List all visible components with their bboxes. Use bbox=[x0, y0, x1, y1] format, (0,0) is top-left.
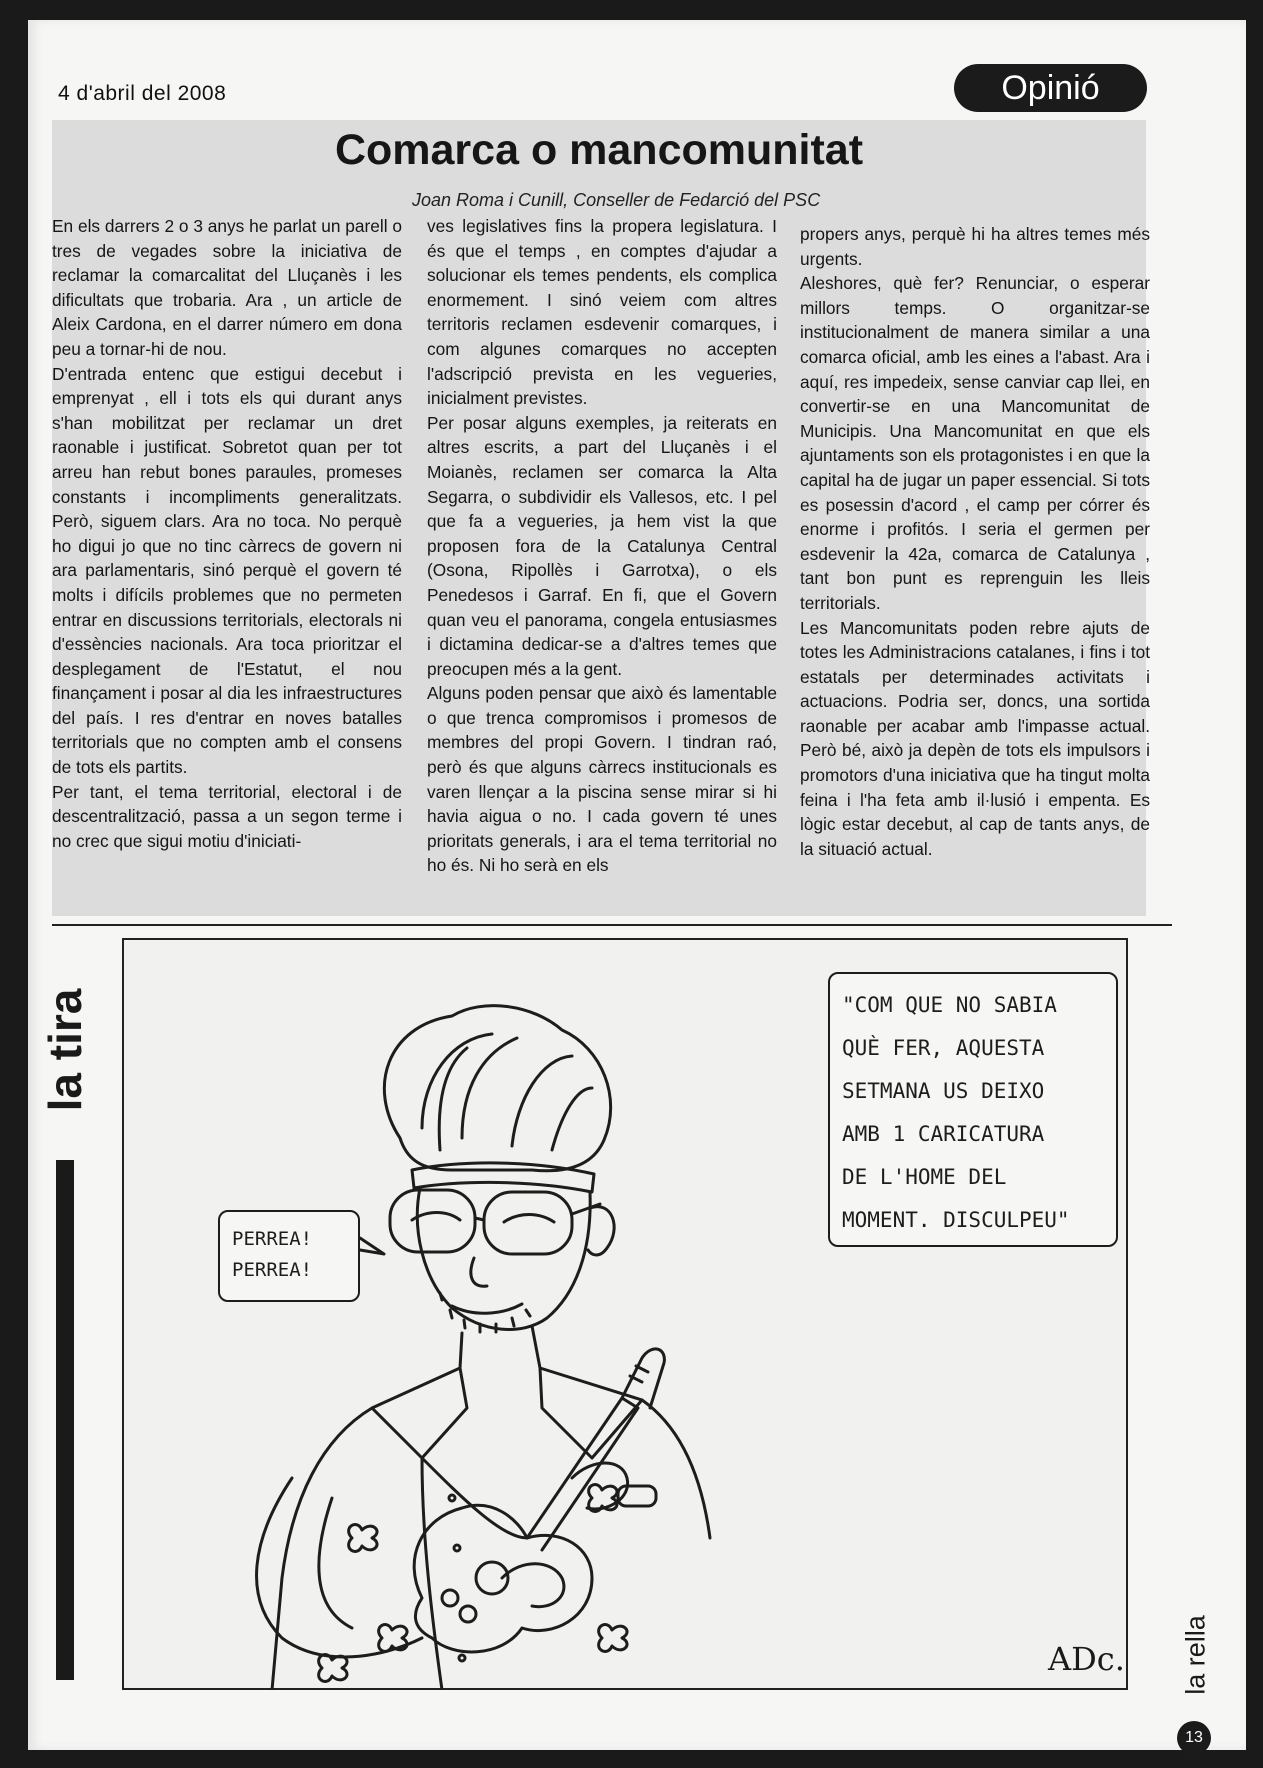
issue-date: 4 d'abril del 2008 bbox=[58, 82, 227, 105]
article-title: Comarca o mancomunitat bbox=[334, 126, 864, 174]
paragraph: Aleshores, què fer? Renunciar, o esperar millors temps. O organitzar-se institucionalment de manera similar a una comarca oficial, amb les eines a l'abast. Ara i aquí, res impedeix, sense canviar cap llei, en convertir-se en una Mancomunitat de Municipis. Una Mancomunitat en que els ajuntaments son els protagonistes i en que la capital ha de jugar un paper essencial. Si tots es posessin d'acord , el camp per córrer és enorme i profitós. I seria el germen per esdevenir la 42a, comarca de Catalunya , tant bon punt es reprenguin les lleis territorials. bbox=[800, 273, 1150, 613]
paragraph: Per posar alguns exemples, ja reiterats en altres escrits, a part del Lluçanès i el Moianès, reclamen ser comarca la Alta Segarra, o subdividir els Vallesos, etc. I pel que fa a vegueries, ja hem vist la que proposen fora de la Catalunya Central (Osona, Ripollès i Garrotxa), o els Penedesos i Garraf. En fi, que el Govern quan veu el panorama, congela entusiasmes i dictamina dedicar-se a d'altres temes que preocupen més a la gent. bbox=[427, 412, 777, 679]
paragraph: Alguns poden pensar que això és lamentable o que trenca compromisos i promesos de membres del propi Govern. I tindran raó, però és que alguns càrrecs institucionals es varen llençar a la piscina sense mirar si hi havia aigua o no. I cada govern té unes prioritats generals, i ara el tema territorial no ho és. Ni ho serà en els bbox=[427, 683, 777, 876]
paragraph: Les Mancomunitats poden rebre ajuts de totes les Administracions catalanes, i fins i tot estatals per determinades activitats i actuacions. Podria ser, doncs, una sortida raonable per acabar amb l'impasse actual. Però bé, això ja depèn de tots els impulsors i promotors d'una iniciativa que ha tingut molta feina i l'ha feta amb il·lusió i empenta. Es lògic estar decebut, al cap de tants anys, de la situació actual. bbox=[800, 617, 1150, 859]
quote-line: "COM QUE NO SABIA bbox=[842, 993, 1057, 1017]
section-divider bbox=[52, 924, 1172, 926]
article-column-1 bbox=[52, 214, 402, 853]
section-label: Opinió bbox=[954, 64, 1147, 112]
speech-line: PERREA! bbox=[232, 1259, 313, 1281]
article-column-3 bbox=[800, 222, 1150, 861]
magazine-name-text: la rella bbox=[1180, 1615, 1211, 1695]
strip-title-text: la tira bbox=[39, 988, 91, 1112]
page-number: 13 bbox=[1177, 1721, 1211, 1755]
article-byline: Joan Roma i Cunill, Conseller de Fedarció del PSC bbox=[412, 190, 821, 210]
quote-line: SETMANA US DEIXO bbox=[842, 1079, 1045, 1103]
quote-line: AMB 1 CARICATURA bbox=[842, 1122, 1045, 1146]
strip-title bbox=[40, 960, 90, 1140]
paragraph: propers anys, perquè hi ha altres temes més urgents. bbox=[800, 224, 1150, 269]
paragraph: En els darrers 2 o 3 anys he parlat un parell o tres de vegades sobre la iniciativa de reclamar la comarcalitat del Lluçanès i les dificultats que trobaria. Ara , un article de Aleix Cardona, en el darrer número em dona peu a tornar-hi de nou. bbox=[52, 216, 402, 359]
quote-line: DE L'HOME DEL bbox=[842, 1165, 1007, 1189]
quote-line: MOMENT. DISCULPEU" bbox=[842, 1208, 1070, 1232]
strip-side-bar bbox=[56, 1160, 74, 1680]
magazine-name bbox=[1176, 1600, 1216, 1710]
paragraph: Per tant, el tema territorial, electoral i de descentralització, passa a un segon terme i no crec que sigui motiu d'iniciati- bbox=[52, 781, 402, 851]
quote-line: QUÈ FER, AQUESTA bbox=[842, 1036, 1045, 1060]
article-column-2 bbox=[427, 214, 777, 878]
paragraph: ves legislatives fins la propera legislatura. I és que el temps , en comptes d'ajudar a solucionar els temes pendents, els complica enormement. I sinó veiem com altres territoris reclamen esdevenir comarques, i com algunes comarques no accepten l'adscripció prevista en les vegueries, inicialment previstes. bbox=[427, 216, 777, 409]
paragraph: D'entrada entenc que estigui decebut i emprenyat , ell i tots els qui durant anys s'han mobilitzat per reclamar un dret raonable i justificat. Sobretot quan per tot arreu han rebut bones paraules, promeses constants i incompliments generalitzats. Però, siguem clars. Ara no toca. No perquè ho digui jo que no tinc càrrecs de govern ni ara parlamentaris, sinó perquè el govern té molts i difícils problemes que no permeten entrar en discussions territorials, electorals ni d'essències nacionals. Ara toca prioritzar el desplegament de l'Estatut, el nou finançament i posar al dia les infraestructures del país. I res d'entrar en noves batalles territorials que no compten amb el consens de tots els partits. bbox=[52, 363, 402, 778]
speech-bubble bbox=[218, 1210, 360, 1302]
artist-signature: ADc. bbox=[1048, 1640, 1125, 1678]
quote-bubble bbox=[828, 972, 1118, 1247]
speech-line: PERREA! bbox=[232, 1228, 313, 1250]
